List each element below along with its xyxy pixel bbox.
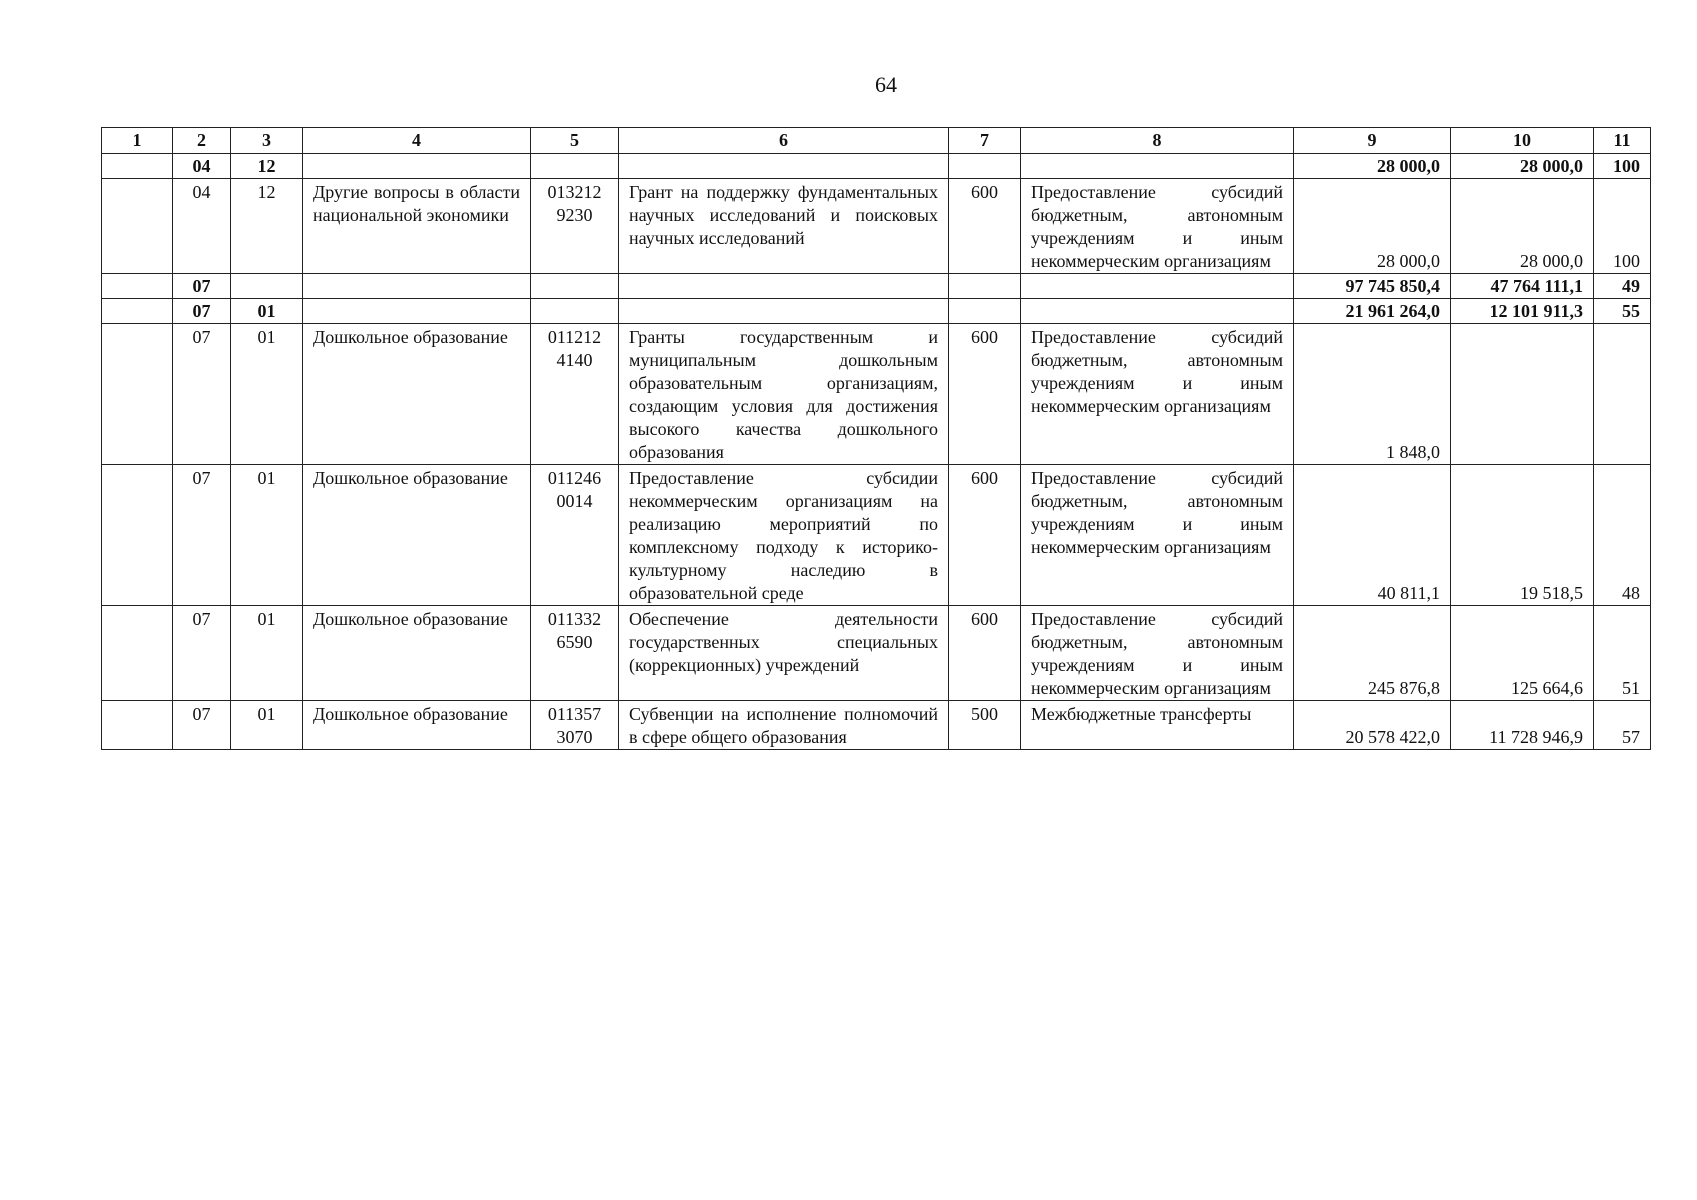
cell-section: 07 <box>173 274 231 299</box>
table-row <box>102 606 1651 701</box>
cell-plan: 20 578 422,0 <box>1294 701 1451 750</box>
cell-target-code: 013212 9230 <box>531 179 619 274</box>
column-header: 10 <box>1451 128 1594 154</box>
cell-col1 <box>102 299 173 324</box>
cell-plan: 245 876,8 <box>1294 606 1451 701</box>
cell-percent: 100 <box>1594 154 1651 179</box>
cell-section: 07 <box>173 299 231 324</box>
cell-percent: 51 <box>1594 606 1651 701</box>
table-row <box>102 299 1651 324</box>
cell-target-code: 011246 0014 <box>531 465 619 606</box>
cell-target-code <box>531 274 619 299</box>
column-header: 3 <box>231 128 303 154</box>
cell-percent: 100 <box>1594 179 1651 274</box>
cell-description: Субвенции на исполнение полномочий в сфере общего образования <box>619 701 949 750</box>
cell-description <box>619 154 949 179</box>
cell-target-code: 011332 6590 <box>531 606 619 701</box>
cell-subsection <box>231 274 303 299</box>
cell-percent: 57 <box>1594 701 1651 750</box>
cell-name: Дошкольное образование <box>303 701 531 750</box>
cell-plan: 28 000,0 <box>1294 179 1451 274</box>
cell-plan: 40 811,1 <box>1294 465 1451 606</box>
cell-actual: 28 000,0 <box>1451 179 1594 274</box>
page-number: 64 <box>875 72 897 97</box>
cell-expense-name: Предоставление субсидий бюджетным, автономным учреждениям и иным некоммерческим организациям <box>1021 324 1294 465</box>
column-header: 1 <box>102 128 173 154</box>
cell-expense-type: 600 <box>949 606 1021 701</box>
table-row <box>102 274 1651 299</box>
cell-subsection: 01 <box>231 701 303 750</box>
cell-plan: 21 961 264,0 <box>1294 299 1451 324</box>
column-header: 6 <box>619 128 949 154</box>
cell-percent <box>1594 324 1651 465</box>
cell-actual: 12 101 911,3 <box>1451 299 1594 324</box>
cell-percent: 55 <box>1594 299 1651 324</box>
table-row <box>102 701 1651 750</box>
cell-col1 <box>102 701 173 750</box>
cell-subsection: 01 <box>231 324 303 465</box>
cell-description: Предоставление субсидии некоммерческим организациям на реализацию мероприятий по комплексному подходу к историко-культурному наследию в образовательной среде <box>619 465 949 606</box>
cell-subsection: 12 <box>231 154 303 179</box>
table-row <box>102 154 1651 179</box>
cell-description <box>619 274 949 299</box>
cell-name: Дошкольное образование <box>303 465 531 606</box>
cell-target-code: 011212 4140 <box>531 324 619 465</box>
cell-section: 04 <box>173 179 231 274</box>
cell-expense-type <box>949 299 1021 324</box>
cell-subsection: 01 <box>231 299 303 324</box>
cell-actual: 47 764 111,1 <box>1451 274 1594 299</box>
cell-actual: 11 728 946,9 <box>1451 701 1594 750</box>
cell-actual: 125 664,6 <box>1451 606 1594 701</box>
cell-description: Обеспечение деятельности государственных специальных (коррекционных) учреждений <box>619 606 949 701</box>
cell-col1 <box>102 324 173 465</box>
column-header: 8 <box>1021 128 1294 154</box>
cell-expense-type: 500 <box>949 701 1021 750</box>
cell-expense-name <box>1021 299 1294 324</box>
column-header: 11 <box>1594 128 1651 154</box>
cell-expense-type: 600 <box>949 465 1021 606</box>
cell-name: Дошкольное образование <box>303 606 531 701</box>
cell-expense-name: Предоставление субсидий бюджетным, автономным учреждениям и иным некоммерческим организациям <box>1021 465 1294 606</box>
cell-section: 07 <box>173 606 231 701</box>
cell-section: 04 <box>173 154 231 179</box>
cell-expense-name: Межбюджетные трансферты <box>1021 701 1294 750</box>
budget-table <box>101 127 1651 750</box>
table-row <box>102 179 1651 274</box>
column-header: 5 <box>531 128 619 154</box>
cell-section: 07 <box>173 701 231 750</box>
cell-col1 <box>102 465 173 606</box>
cell-name: Дошкольное образование <box>303 324 531 465</box>
cell-subsection: 01 <box>231 606 303 701</box>
cell-expense-type <box>949 154 1021 179</box>
cell-col1 <box>102 606 173 701</box>
cell-name <box>303 154 531 179</box>
cell-subsection: 12 <box>231 179 303 274</box>
cell-expense-type <box>949 274 1021 299</box>
cell-target-code: 011357 3070 <box>531 701 619 750</box>
cell-plan: 1 848,0 <box>1294 324 1451 465</box>
column-header: 9 <box>1294 128 1451 154</box>
cell-expense-type: 600 <box>949 324 1021 465</box>
cell-col1 <box>102 154 173 179</box>
cell-plan: 97 745 850,4 <box>1294 274 1451 299</box>
cell-expense-name <box>1021 274 1294 299</box>
cell-section: 07 <box>173 324 231 465</box>
cell-description <box>619 299 949 324</box>
cell-col1 <box>102 179 173 274</box>
cell-description: Гранты государственным и муниципальным дошкольным образовательным организациям, создающим условия для достижения высокого качества дошкольного образования <box>619 324 949 465</box>
table-row <box>102 465 1651 606</box>
header-row <box>102 128 1651 154</box>
cell-expense-name: Предоставление субсидий бюджетным, автономным учреждениям и иным некоммерческим организациям <box>1021 179 1294 274</box>
cell-percent: 49 <box>1594 274 1651 299</box>
cell-percent: 48 <box>1594 465 1651 606</box>
cell-col1 <box>102 274 173 299</box>
table-row <box>102 324 1651 465</box>
cell-target-code <box>531 299 619 324</box>
cell-actual <box>1451 324 1594 465</box>
cell-subsection: 01 <box>231 465 303 606</box>
cell-section: 07 <box>173 465 231 606</box>
column-header: 2 <box>173 128 231 154</box>
cell-name <box>303 274 531 299</box>
column-header: 4 <box>303 128 531 154</box>
cell-actual: 19 518,5 <box>1451 465 1594 606</box>
cell-description: Грант на поддержку фундаментальных научных исследований и поисковых научных исследований <box>619 179 949 274</box>
cell-actual: 28 000,0 <box>1451 154 1594 179</box>
column-header: 7 <box>949 128 1021 154</box>
cell-expense-name <box>1021 154 1294 179</box>
cell-plan: 28 000,0 <box>1294 154 1451 179</box>
cell-expense-type: 600 <box>949 179 1021 274</box>
cell-name <box>303 299 531 324</box>
cell-target-code <box>531 154 619 179</box>
cell-name: Другие вопросы в области национальной экономики <box>303 179 531 274</box>
cell-expense-name: Предоставление субсидий бюджетным, автономным учреждениям и иным некоммерческим организациям <box>1021 606 1294 701</box>
